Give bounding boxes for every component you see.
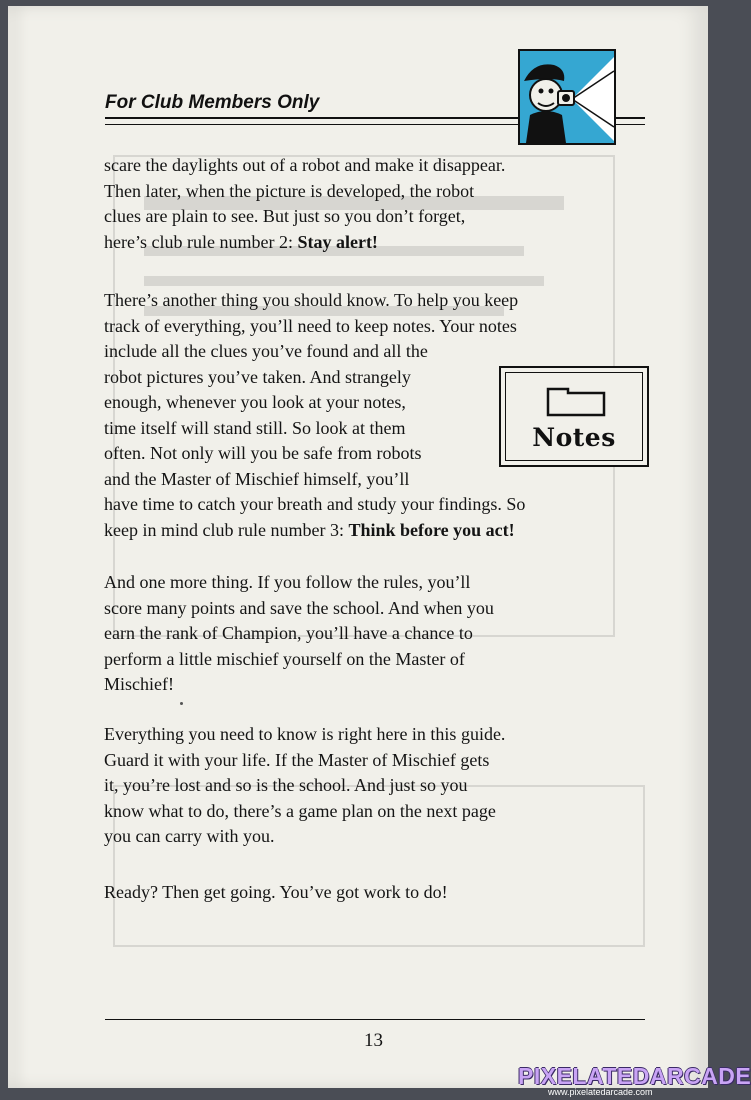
flashlight-character-icon [518,49,616,145]
text-line: Ready? Then get going. You’ve got work to do! [104,882,448,902]
page-header-title: For Club Members Only [105,92,320,113]
text-line: earn the rank of Champion, you’ll have a chance to [104,623,473,643]
text-line: include all the clues you’ve found and all the [104,341,428,361]
text-line: Mischief! [104,674,174,694]
text-line [104,518,594,544]
text-line: Guard it with your life. If the Master of Mischief gets [104,749,490,770]
text-line: enough, whenever you look at your notes, [104,392,406,412]
paragraph-4 [104,722,594,850]
text-line: know what to do, there’s a game plan on the next page [104,800,496,821]
page-number: 13 [364,1030,383,1051]
text-line: you can carry with you. [104,826,275,846]
text-run: keep in mind club rule number 3: [104,519,349,540]
text-line: time itself will stand still. So look at them [104,417,406,438]
notes-label: Notes [532,423,616,452]
club-rule-3: Think before you act! [348,519,515,540]
text-line: robot pictures you’ve taken. And strangely [104,366,411,387]
stray-dot [180,702,183,705]
watermark-url: www.pixelatedarcade.com [548,1087,653,1097]
notes-illustration [499,366,649,467]
manual-page [8,6,708,1088]
text-run: here’s club rule number 2: [104,231,298,252]
text-line: And one more thing. If you follow the rules, you’ll [104,572,471,592]
text-line [104,230,594,256]
text-line: often. Not only will you be safe from robots [104,443,422,463]
folder-icon [546,387,606,417]
text-line: have time to catch your breath and study your findings. So [104,494,526,514]
text-line: and the Master of Mischief himself, you’ll [104,468,410,489]
watermark-brand: PIXELATEDARCADE [518,1063,751,1089]
paragraph-5 [104,880,594,906]
footer-rule [105,1019,645,1020]
notes-illustration-frame [505,372,643,461]
text-line: score many points and save the school. And when you [104,597,494,618]
text-line: scare the daylights out of a robot and make it disappear. [104,155,506,175]
paragraph-1 [104,153,594,255]
text-line: There’s another thing you should know. To help you keep [104,290,519,310]
text-line: track of everything, you’ll need to keep notes. Your notes [104,315,517,336]
club-rule-2: Stay alert! [297,231,378,252]
paragraph-3 [104,570,594,698]
text-line: Everything you need to know is right here in this guide. [104,724,506,744]
text-line: it, you’re lost and so is the school. And just so you [104,775,468,795]
text-line: perform a little mischief yourself on the Master of [104,648,465,669]
text-line: clues are plain to see. But just so you don’t forget, [104,206,466,226]
text-line: Then later, when the picture is developed, the robot [104,180,475,201]
